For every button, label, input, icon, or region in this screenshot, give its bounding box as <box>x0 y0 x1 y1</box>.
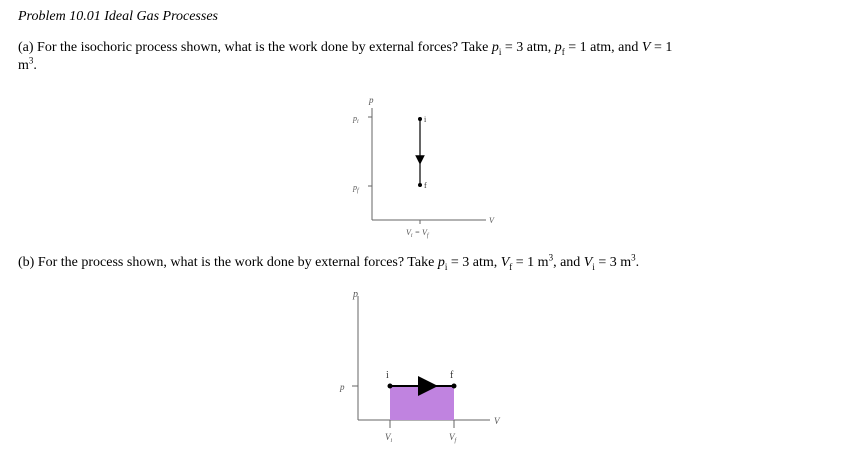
var-p-i: p <box>437 255 445 270</box>
x-tick-label-a: $V_i = V_f$ <box>406 228 429 239</box>
point-i-label-a: i <box>424 115 427 124</box>
value-p-f: = 1 atm, and <box>564 40 642 55</box>
problem-title: Problem 10.01 Ideal Gas Processes <box>18 9 218 24</box>
value-p-i: = 3 atm, <box>447 255 501 270</box>
x-axis-label-b: V <box>494 416 500 426</box>
var-v-i: V <box>583 255 593 270</box>
var-p-i: p <box>491 40 499 55</box>
var-p-f: p <box>554 40 562 55</box>
value-p-i: = 3 atm, <box>501 40 555 55</box>
tick-label-vf: $V_f$ <box>449 432 457 444</box>
y-axis-label-b: p <box>353 289 358 300</box>
unit-sup-2: 3 <box>631 252 636 263</box>
text-and: , and <box>553 255 584 270</box>
point-i-label-b: i <box>386 370 389 381</box>
unit-m: m <box>18 58 29 73</box>
var-v: V <box>641 40 651 55</box>
point-f-b <box>452 384 457 389</box>
work-area-fill <box>390 386 454 420</box>
y-axis-label-a: p <box>369 95 374 105</box>
point-i-b <box>388 384 393 389</box>
var-v-i-sub: i <box>592 261 595 272</box>
question-a-text: For the isochoric process shown, what is the work done by external forces? Take <box>37 40 492 55</box>
tick-label-vi: $V_i$ <box>385 432 393 444</box>
var-p-i-sub: i <box>444 261 448 272</box>
question-b-label: (b) <box>18 255 35 270</box>
question-b-end: . <box>635 255 640 270</box>
point-f-label-b: f <box>450 370 454 381</box>
var-v-f-sub: f <box>509 261 513 272</box>
tick-label-p-b: p <box>340 382 345 392</box>
var-p-f-sub: f <box>561 46 565 57</box>
var-p-i-sub: i <box>498 46 502 57</box>
point-f-label-a: f <box>424 181 427 190</box>
x-axis-label-a: V <box>489 216 494 225</box>
question-a-end: . <box>33 58 37 73</box>
value-v-i: = 3 m <box>594 255 632 270</box>
unit-sup-1: 3 <box>548 252 554 263</box>
tick-label-high: $p_i$ <box>353 114 359 125</box>
tick-label-low: $p_f$ <box>353 183 359 194</box>
point-f-a <box>418 183 422 187</box>
var-v-f: V <box>500 255 510 270</box>
value-v: = 1 <box>650 40 673 55</box>
value-v-f: = 1 m <box>512 255 549 270</box>
unit-m-sup: 3 <box>28 55 34 66</box>
question-a-label: (a) <box>18 40 34 55</box>
point-i-a <box>418 117 422 121</box>
question-b-text: For the process shown, what is the work done by external forces? Take <box>37 255 438 270</box>
